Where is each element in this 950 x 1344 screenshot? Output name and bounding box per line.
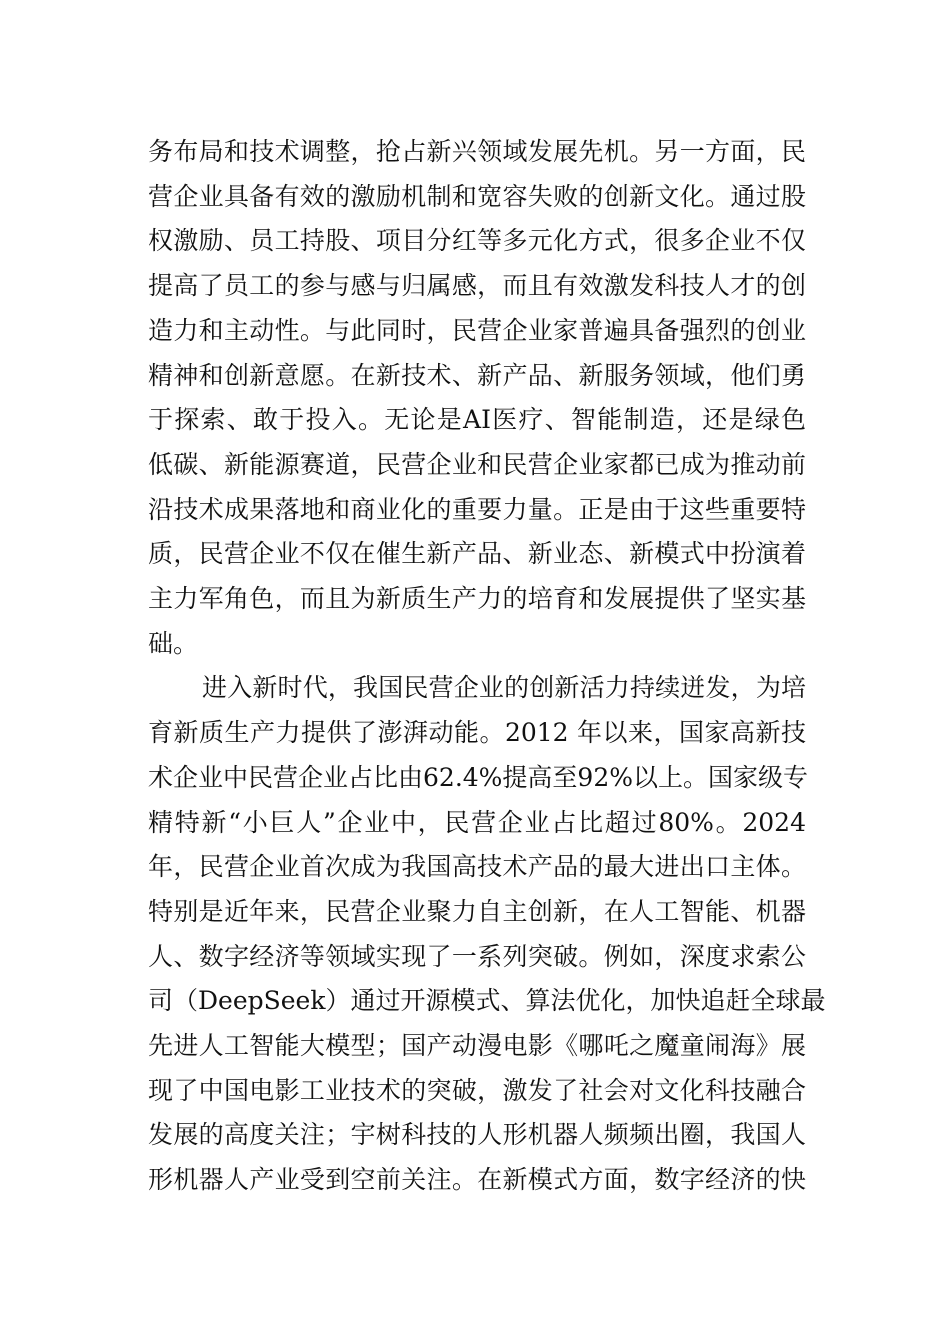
text-line: 低碳、新能源赛道，民营企业和民营企业家都已成为推动前 <box>148 449 806 479</box>
text-line: 育新质生产力提供了澎湃动能。2012 年以来，国家高新技 <box>148 718 806 748</box>
text-line: 司（DeepSeek）通过开源模式、算法优化，加快追赶全球最 <box>148 986 826 1016</box>
text-line: 精神和创新意愿。在新技术、新产品、新服务领域，他们勇 <box>148 360 806 390</box>
text-line: 先进人工智能大模型；国产动漫电影《哪吒之魔童闹海》展 <box>148 1031 806 1060</box>
text-line: 础。 <box>148 628 199 658</box>
text-line: 形机器人产业受到空前关注。在新模式方面，数字经济的快 <box>148 1165 806 1195</box>
text-line: 务布局和技术调整，抢占新兴领域发展先机。另一方面，民 <box>148 137 806 166</box>
text-line: 精特新“小巨人”企业中，民营企业占比超过80%。2024 <box>148 807 806 837</box>
text-line: 人、数字经济等领域实现了一系列突破。例如，深度求索公 <box>148 941 806 971</box>
text-line: 提高了员工的参与感与归属感，而且有效激发科技人才的创 <box>148 271 806 301</box>
text-line: 权激励、员工持股、项目分红等多元化方式，很多企业不仅 <box>148 226 806 256</box>
text-line: 发展的高度关注；宇树科技的人形机器人频频出圈，我国人 <box>148 1120 806 1150</box>
text-line: 沿技术成果落地和商业化的重要力量。正是由于这些重要特 <box>148 494 806 524</box>
text-line: 年，民营企业首次成为我国高技术产品的最大进出口主体。 <box>148 852 806 882</box>
text-line: 进入新时代，我国民营企业的创新活力持续迸发，为培 <box>202 673 806 703</box>
text-line: 造力和主动性。与此同时，民营企业家普遍具备强烈的创业 <box>148 315 806 345</box>
text-line: 术企业中民营企业占比由62.4%提高至92%以上。国家级专 <box>148 762 808 792</box>
text-line: 特别是近年来，民营企业聚力自主创新，在人工智能、机器 <box>148 896 806 926</box>
text-line: 现了中国电影工业技术的突破，激发了社会对文化科技融合 <box>148 1075 806 1105</box>
text-line: 质，民营企业不仅在催生新产品、新业态、新模式中扮演着 <box>148 539 806 569</box>
text-line: 主力军角色，而且为新质生产力的培育和发展提供了坚实基 <box>148 584 806 613</box>
text-line: 营企业具备有效的激励机制和宽容失败的创新文化。通过股 <box>148 181 806 211</box>
text-line: 于探索、敢于投入。无论是AI医疗、智能制造，还是绿色 <box>148 405 806 435</box>
